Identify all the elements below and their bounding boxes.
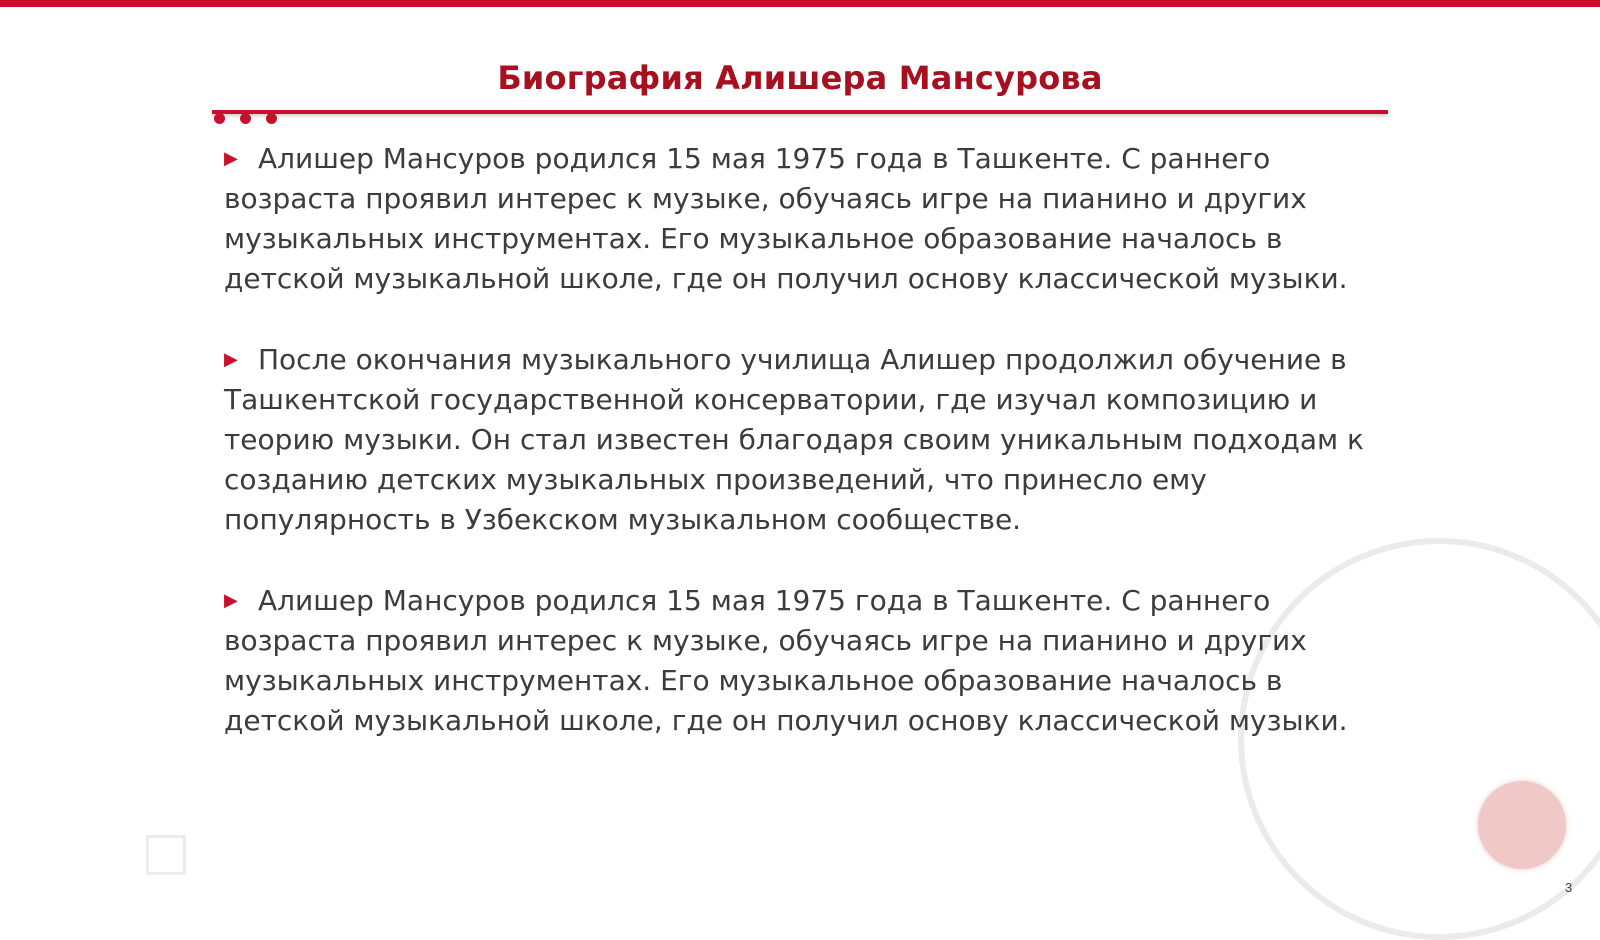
title-underline: [212, 110, 1388, 114]
paragraph-text: Алишер Мансуров родился 15 мая 1975 года в Ташкенте. С раннего возраста проявил интерес к музыке, обучаясь игре на пианино и других музыкальных инструментах. Его музыкальное образование началось в детской музыкальной школе, где он получил основу классической музыки.: [224, 142, 1348, 295]
decor-dot: [266, 113, 277, 124]
paragraph-text: Алишер Мансуров родился 15 мая 1975 года в Ташкенте. С раннего возраста проявил интерес к музыке, обучаясь игре на пианино и других музыкальных инструментах. Его музыкальное образование началось в детской музыкальной школе, где он получил основу классической музыки.: [224, 584, 1348, 737]
decorative-pink-circle: [1478, 781, 1566, 869]
page-number: 3: [1565, 880, 1573, 895]
slide-body: [224, 139, 1380, 782]
bullet-arrow-icon: ▶: [224, 148, 238, 169]
bullet-paragraph: [224, 139, 1380, 299]
bullet-arrow-icon: ▶: [224, 590, 238, 611]
top-accent-bar: [0, 0, 1600, 7]
slide-title: Биография Алишера Мансурова: [497, 59, 1103, 97]
decor-dot: [240, 113, 251, 124]
decor-dot: [214, 113, 225, 124]
bullet-paragraph: [224, 340, 1380, 540]
decorative-square: [146, 835, 186, 875]
bullet-arrow-icon: ▶: [224, 349, 238, 370]
bullet-paragraph: [224, 581, 1380, 741]
paragraph-text: После окончания музыкального училища Алишер продолжил обучение в Ташкентской государственной консерватории, где изучал композицию и теорию музыки. Он стал известен благодаря своим уникальным подходам к созданию детских музыкальных произведений, что принесло ему популярность в Узбекском музыкальном сообществе.: [224, 343, 1364, 536]
